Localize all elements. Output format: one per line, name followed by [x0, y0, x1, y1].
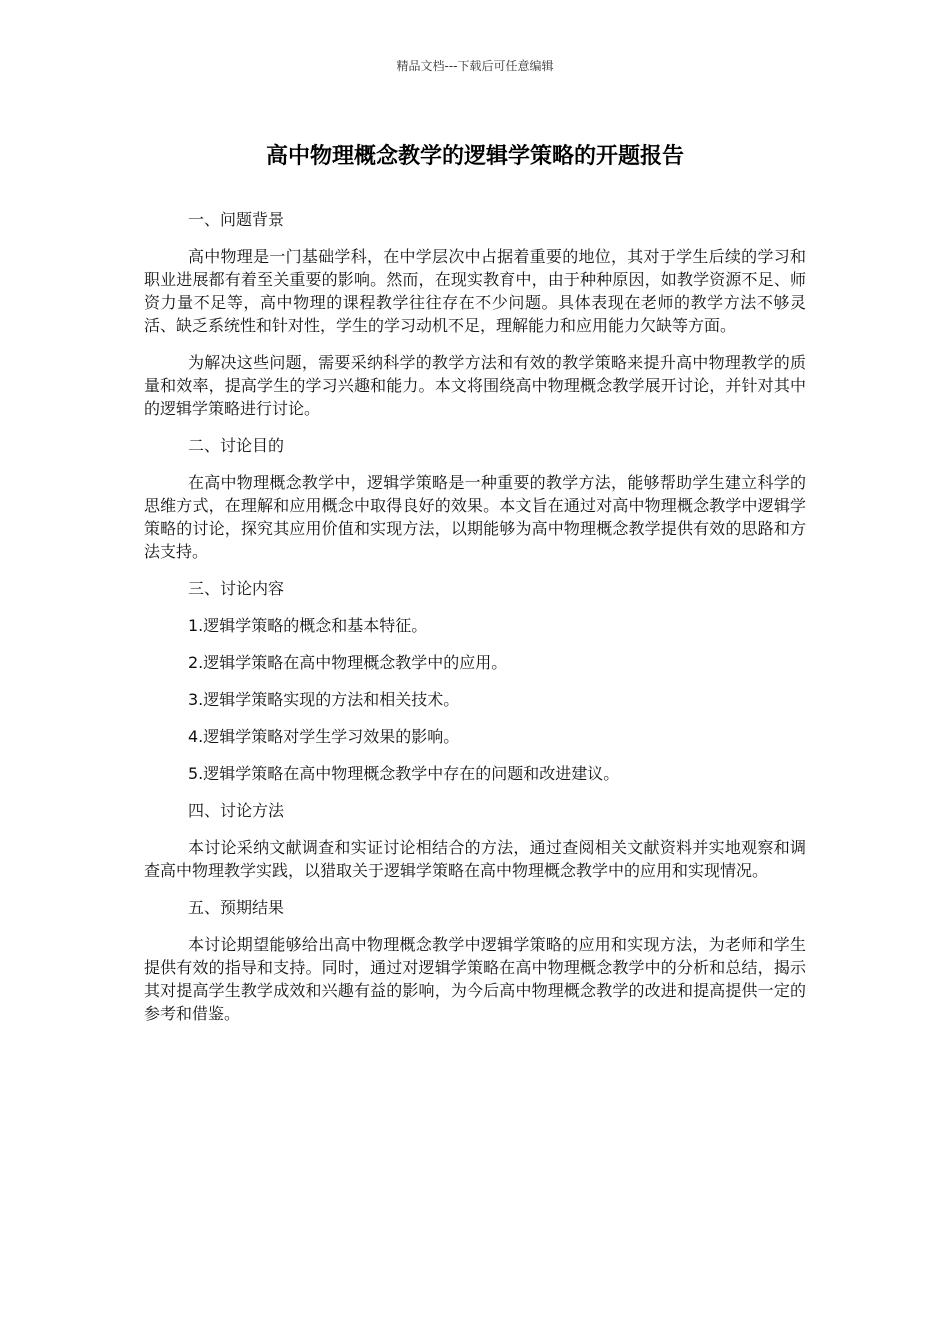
list-item: 1.逻辑学策略的概念和基本特征。 — [188, 616, 428, 635]
section-heading: 四、讨论方法 — [188, 801, 285, 820]
document-title: 高中物理概念教学的逻辑学策略的开题报告 — [265, 144, 684, 169]
paragraph: 本讨论采纳文献调查和实证讨论相结合的方法，通过查阅相关文献资料并实地观察和调查高中物理教学实践，以猎取关于逻辑学策略在高中物理概念教学中的应用和实现情况。 — [144, 838, 806, 880]
paragraph: 本讨论期望能够给出高中物理概念教学中逻辑学策略的应用和实现方法，为老师和学生提供有效的指导和支持。同时，通过对逻辑学策略在高中物理概念教学中的分析和总结，揭示其对提高学生教学成效和兴趣有益的影响，为今后高中物理概念教学的改进和提高提供一定的参考和借鉴。 — [144, 935, 806, 1023]
section-heading: 二、讨论目的 — [188, 436, 285, 455]
section-heading: 一、问题背景 — [188, 210, 285, 229]
document-body — [144, 208, 806, 1039]
header-note: 精品文档---下载后可任意编辑 — [396, 59, 554, 73]
paragraph: 高中物理是一门基础学科，在中学层次中占据着重要的地位，其对于学生后续的学习和职业进展都有着至关重要的影响。然而，在现实教育中，由于种种原因，如教学资源不足、师资力量不足等，高中物理的课程教学往往存在不少问题。具体表现在老师的教学方法不够灵活、缺乏系统性和针对性，学生的学习动机不足，理解能力和应用能力欠缺等方面。 — [144, 247, 806, 335]
section-heading: 五、预期结果 — [188, 898, 285, 917]
paragraph: 为解决这些问题，需要采纳科学的教学方法和有效的教学策略来提升高中物理教学的质量和效率，提高学生的学习兴趣和能力。本文将围绕高中物理概念教学展开讨论，并针对其中的逻辑学策略进行讨论。 — [144, 353, 806, 418]
list-item: 5.逻辑学策略在高中物理概念教学中存在的问题和改进建议。 — [188, 764, 620, 783]
paragraph: 在高中物理概念教学中，逻辑学策略是一种重要的教学方法，能够帮助学生建立科学的思维方式，在理解和应用概念中取得良好的效果。本文旨在通过对高中物理概念教学中逻辑学策略的讨论，探究其应用价值和实现方法，以期能够为高中物理概念教学提供有效的思路和方法支持。 — [144, 473, 806, 561]
list-item: 2.逻辑学策略在高中物理概念教学中的应用。 — [188, 653, 508, 672]
list-item: 3.逻辑学策略实现的方法和相关技术。 — [188, 690, 460, 709]
section-heading: 三、讨论内容 — [188, 579, 285, 598]
list-item: 4.逻辑学策略对学生学习效果的影响。 — [188, 727, 460, 746]
